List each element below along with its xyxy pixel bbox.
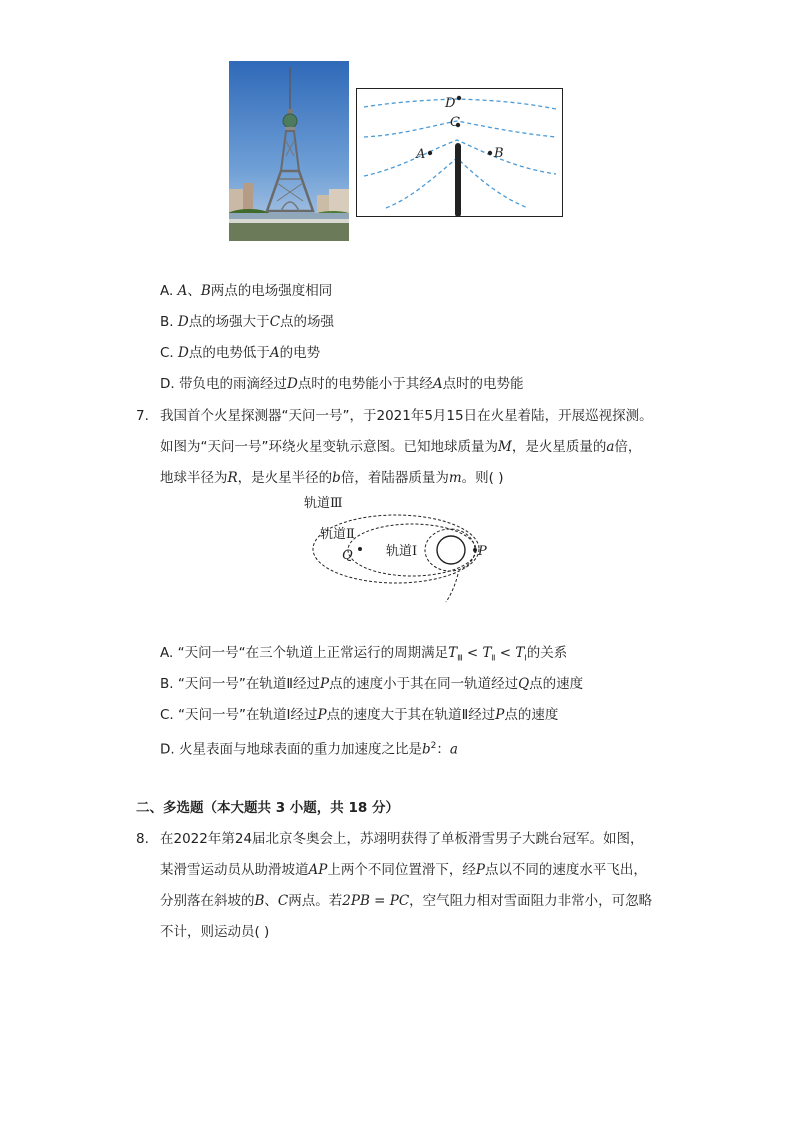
q7-stem-line2: 如图为“天问一号”环绕火星变轨示意图。已知地球质量为M，是火星质量的a倍， xyxy=(160,439,642,455)
q8-stem-line4: 不计，则运动员( ) xyxy=(160,924,270,940)
q7-option-d: D. 火星表面与地球表面的重力加速度之比是$b^2$：a xyxy=(160,741,458,758)
q7-option-a: A. “天问一号“在三个轨道上正常运行的周期满足$T_Ⅲ < T_Ⅱ < T_Ⅰ$的关系 xyxy=(160,645,568,663)
q6-option-c: C. D点的电势低于A的电势 xyxy=(160,345,321,361)
orbit-diagram xyxy=(300,490,500,605)
label-orbit-1: 轨道Ⅰ xyxy=(386,544,418,559)
q8-stem-line2: 某滑雪运动员从助滑坡道AP上两个不同位置滑下，经P点以不同的速度水平飞出， xyxy=(160,862,647,878)
label-A: A xyxy=(416,147,426,162)
mars-planet xyxy=(437,536,465,564)
q6-option-d: D. 带负电的雨滴经过D点时的电势能小于其经A点时的电势能 xyxy=(160,376,524,392)
point-P-dot xyxy=(473,548,477,552)
tower-photo xyxy=(229,61,349,241)
q8-number: 8. xyxy=(136,831,149,847)
escape-path xyxy=(446,574,458,602)
q8-stem-line1: 在2022年第24届北京冬奥会上，苏翊明获得了单板滑雪男子大跳台冠军。如图， xyxy=(160,831,644,847)
q7-stem-line1: 我国首个火星探测器“天问一号”，于2021年5月15日在火星着陆，开展巡视探测。 xyxy=(160,408,653,424)
q6-option-b: B. D点的场强大于C点的场强 xyxy=(160,314,335,330)
label-B: B xyxy=(494,146,504,161)
label-Q: Q xyxy=(342,548,353,563)
point-Q-dot xyxy=(358,547,362,551)
label-P: P xyxy=(478,544,487,559)
q7-stem-line3: 地球半径为R，是火星半径的b倍，着陆器质量为m。则( ) xyxy=(160,470,504,486)
field-line-diagram xyxy=(356,88,563,217)
label-D: D xyxy=(445,96,456,111)
q7-option-c: C. “天问一号”在轨道Ⅰ经过P点的速度大于其在轨道Ⅱ经过P点的速度 xyxy=(160,707,559,723)
section-2-heading: 二、多选题（本大题共 3 小题，共 18 分） xyxy=(136,800,399,816)
label-orbit-2: 轨道Ⅱ xyxy=(320,527,355,542)
point-D-dot xyxy=(457,96,461,100)
point-B-dot xyxy=(488,151,492,155)
point-A-dot xyxy=(428,151,432,155)
label-orbit-3: 轨道Ⅲ xyxy=(304,496,343,511)
q8-stem-line3: 分别落在斜坡的B、C两点。若2PB = PC，空气阻力相对雪面阻力非常小，可忽略 xyxy=(160,893,653,909)
label-C: C xyxy=(450,115,460,130)
q7-number: 7. xyxy=(136,408,149,424)
q6-option-a: A. A、B两点的电场强度相同 xyxy=(160,283,333,299)
q7-option-b: B. “天问一号”在轨道Ⅱ经过P点的速度小于其在同一轨道经过Q点的速度 xyxy=(160,676,584,692)
